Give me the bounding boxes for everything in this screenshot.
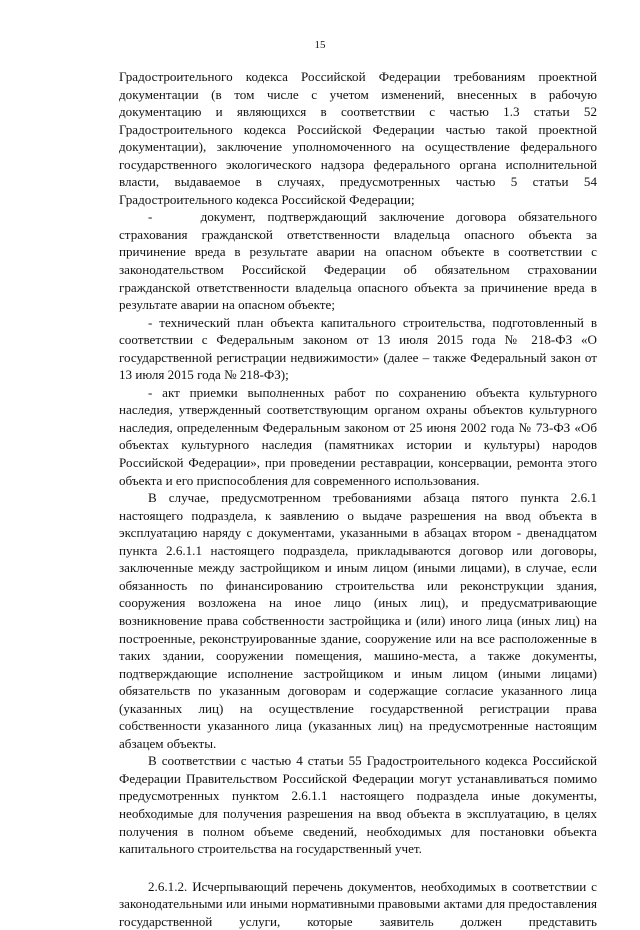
paragraph-technical-plan: - технический план объекта капитального строительства, подготовленный в соответствии с Федеральным законом от 13 июля 2015 года № 218-ФЗ «О государственной регистрации недвижимости» (далее – также Федеральный закон от 13 июля 2015 года № 218-ФЗ); [119, 314, 597, 383]
paragraph-section-2-6-1-2: 2.6.1.2. Исчерпывающий перечень документов, необходимых в соответствии с законодательными или иными нормативными правовыми актами для предоставления государственной услуги, которые заявитель должен представить [119, 878, 597, 929]
paragraph-insurance-document: - документ, подтверждающий заключение договора обязательного страхования гражданской ответственности владельца опасного объекта за причинение вреда в результате аварии на опасном объекте в соответствии с законодательством Российской Федерации об обязательном страховании гражданской ответственности владельца опасного объекта за причинение вреда в результате аварии на опасном объекте; [119, 209, 597, 313]
paragraph-financing-contracts: В случае, предусмотренном требованиями абзаца пятого пункта 2.6.1 настоящего подраздела, к заявлению о выдаче разрешения на ввод объекта в эксплуатацию наряду с документами, указанными в абзацах втором - двенадцатом пункта 2.6.1.1 настоящего подраздела, прикладываются договор или договоры, заключенные между застройщиком и иным лицом (иными лицами), в случае, если обязанность по финансированию строительства или реконструкции здания, сооружения возложена на иное лицо (иных лиц), и предусматривающие возникновение права собственности застройщика и (или) иного лица (иных лиц) на построенные, реконструированные здание, сооружение или на все расположенные в таких здании, сооружении помещения, машино-места, а также документы, подтверждающие исполнение застройщиком и иным лицом (иными лицами) обязательств по указанным договорам и содержащие согласие указанного лица (указанных лиц) на осуществление государственной регистрации права собственности указанного лица (указанных лиц) на предусмотренные настоящим абзацем объекты. [119, 490, 597, 751]
section-spacer [119, 858, 597, 878]
page-number: 15 [314, 39, 326, 51]
paragraph-acceptance-act: - акт приемки выполненных работ по сохранению объекта культурного наследия, утвержденный соответствующим органом охраны объектов культурного наследия, определенным Федеральным законом от 25 июня 2002 года № 73-ФЗ «Об объектах культурного наследия (памятниках истории и культуры) народов Российской Федерации», при проведении реставрации, консервации, ремонта этого объекта и его приспособления для современного использования. [119, 384, 597, 488]
paragraph-continuation: Градостроительного кодекса Российской Федерации требованиям проектной документации (в том числе с учетом изменений, внесенных в рабочую документацию и являющихся в соответствии с частью 1.3 статьи 52 Градостроительного кодекса Российской Федерации частью такой проектной документации), заключение уполномоченного на осуществление федерального государственного экологического надзора федерального органа исполнительной власти, выдаваемое в случаях, предусмотренных частью 5 статьи 54 Градостроительного кодекса Российской Федерации; [119, 69, 597, 207]
paragraph-government-documents: В соответствии с частью 4 статьи 55 Градостроительного кодекса Российской Федерации Правительством Российской Федерации могут устанавливаться помимо предусмотренных пунктом 2.6.1.1 настоящего подраздела иные документы, необходимые для получения разрешения на ввод объекта в эксплуатацию, в целях получения в полном объеме сведений, необходимых для постановки объекта капитального строительства на государственный учет. [119, 753, 597, 857]
document-body [119, 68, 597, 930]
